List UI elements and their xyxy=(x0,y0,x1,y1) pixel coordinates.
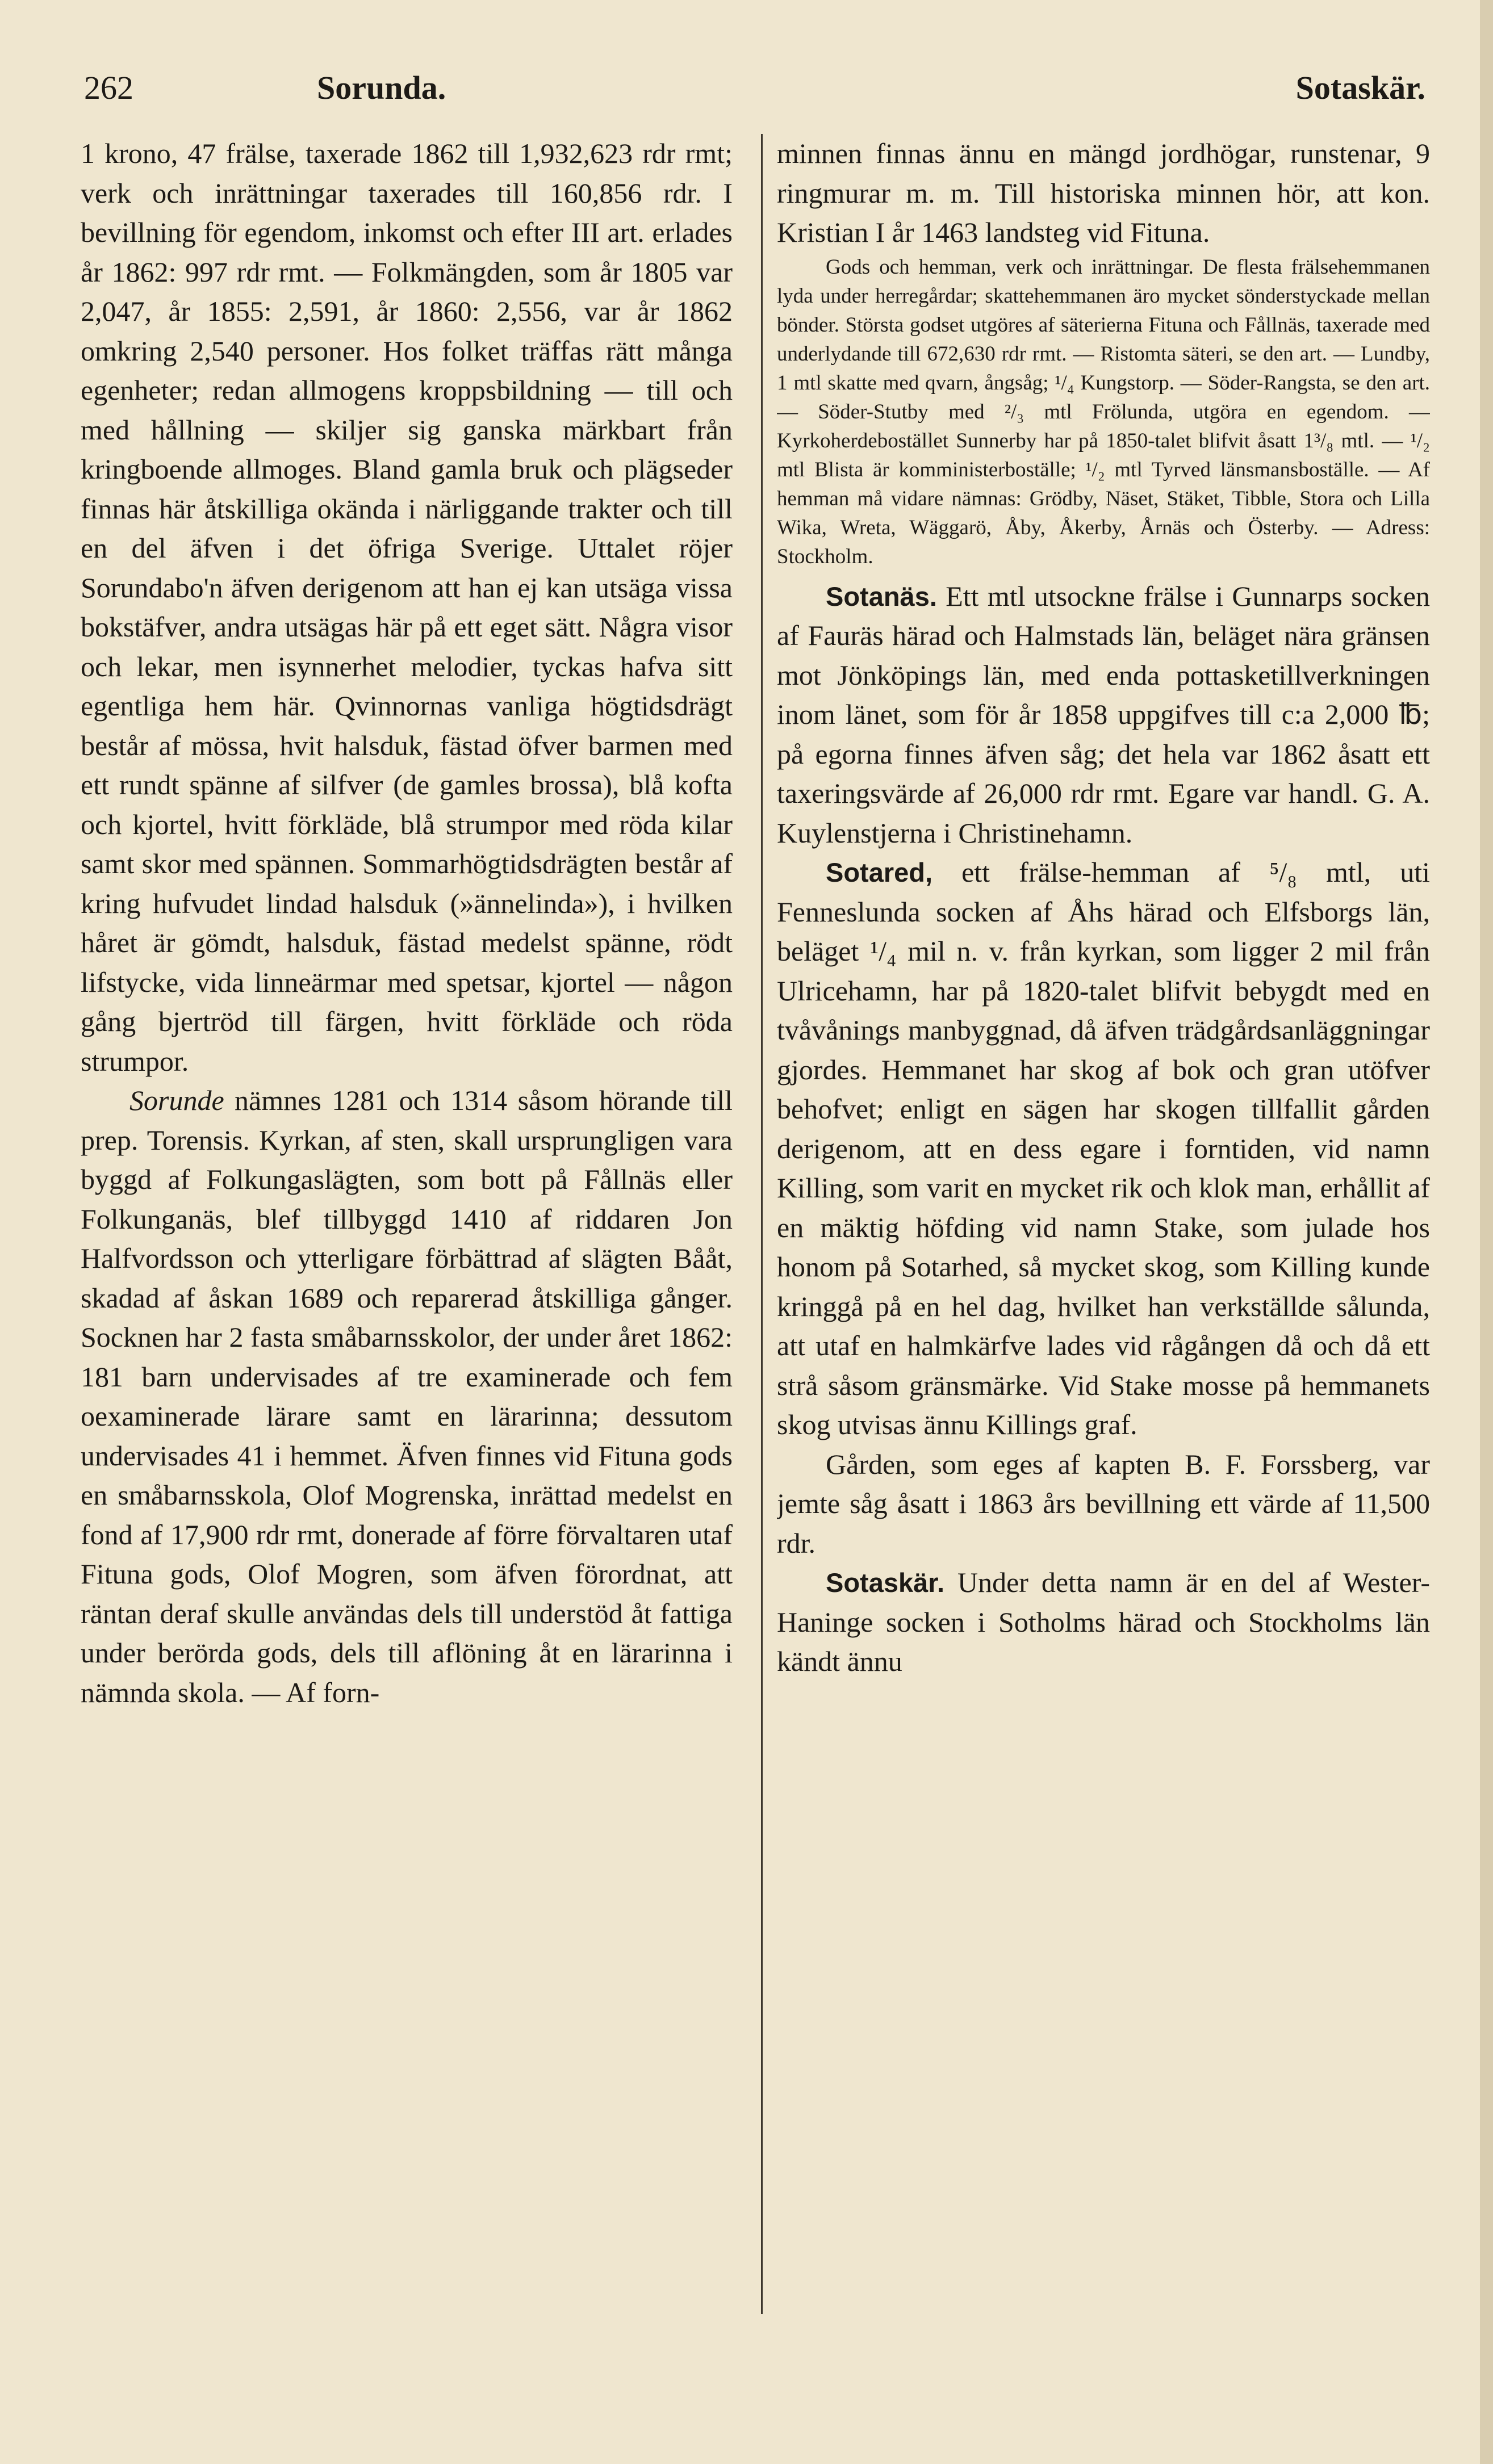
sotared-headword: Sotared, xyxy=(826,857,933,887)
page-number: 262 xyxy=(84,69,133,106)
sotared-text: ett frälse-hemman af ⁵/₈ mtl, uti Fenneslunda socken af Åhs härad och Elfsborgs län, beläget ¹/₄ mil n. v. från kyrkan, som ligger 2 mil från Ulricehamn, har på 1820-talet blifvit bebygdt med en tvåvånings manbyggnad, då äfven trädgårdsanläggningar gjordes. Hemmanet har skog af bok och gran utöfver behofvet; enligt en sägen har skogen tillfallit gården derigenom, att en dess egare i forntiden, vid namn Killing, som varit en mycket rik och klok man, erhållit af en mäktig höfding vid namn Stake, som julade hos honom på Sotarhed, så mycket skog, som Killing kunde kringgå på en hel dag, hvilket han verkställde sålunda, att utaf en halmkärfve lades vid rågången då och då ett strå såsom gränsmärke. Vid Stake mosse på hemmanets skog utvisas ännu Killings graf. xyxy=(777,856,1430,1440)
page-edge xyxy=(1480,0,1493,2464)
gods-och-hemman-paragraph: Gods och hemman, verk och inrättningar. De flesta frälsehemmanen lyda under herregårdar; skattehemmanen äro mycket sönderstyckade mellan bönder. Största godset utgöres af säterierna Fituna och Fållnäs, taxerade med underlydande till 672,630 rdr rmt. — Ristomta säteri, se den art. — Lundby, 1 mtl skatte med qvarn, ångsåg; ¹/₄ Kungstorp. — Söder-Rangsta, se den art. — Söder-Stutby med ²/₃ mtl Frölunda, utgöra en egendom. — Kyrkoherdebostället Sunnerby har på 1850-talet blifvit åsatt 1³/₈ mtl. — ¹/₂ mtl Blista är komministerboställe; ¹/₂ mtl Tyrved länsmansboställe. — Af hemman må vidare nämnas: Grödby, Näset, Stäket, Tibble, Stora och Lilla Wika, Wreta, Wäggarö, Åby, Åkerby, Årnäs och Österby. — Adress: Stockholm. xyxy=(777,255,1430,568)
column-divider xyxy=(761,134,763,2314)
sorunda-population-paragraph: 1 krono, 47 frälse, taxerade 1862 till 1,932,623 rdr rmt; verk och inrättningar taxerades till 160,856 rdr. I bevillning för egendom, inkomst och efter III art. erlades år 1862: 997 rdr rmt. — Folkmängden, som år 1805 var 2,047, år 1855: 2,591, år 1860: 2,556, var år 1862 omkring 2,540 personer. Hos folket träffas rätt många egenheter; redan allmogens kroppsbildning — till och med hållning — skiljer sig ganska märkbart från kringboende allmoges. Bland gamla bruk och plägseder finnas här åtskilliga okända i närliggande trakter och till en del äfven i det öfriga Sverige. Uttalet röjer Sorundabo'n äfven derigenom att han ej kan utsäga vissa bokstäfver, andra utsägas här på ett eget sätt. Några visor och lekar, men isynnerhet melodier, tyckas hafva sitt egentliga hem här. Qvinnornas vanliga högtidsdrägt består af mössa, hvit halsduk, fästad öfver barmen med ett rundt spänne af silfver (de gamles brossa), blå kofta och kjortel, hvitt förkläde, blå strumpor med röda kilar samt skor med spännen. Sommarhögtidsdrägten består af kring hufvudet lindad halsduk (»ännelinda»), i hvilken håret är gömdt, halsduk, fästad medelst spänne, rödt lifstycke, vida linneärmar med spetsar, kjortel — någon gång bjertröd till färgen, hvitt förkläde och röda strumpor. xyxy=(81,137,733,1077)
sorunde-history-text: nämnes 1281 och 1314 såsom hörande till prep. Torensis. Kyrkan, af sten, skall ursprungligen vara byggd af Folkungaslägten, som bott på Fållnäs eller Folkunganäs, blef tillbyggd 1410 af riddaren Jon Halfvordsson och ytterligare förbättrad af slägten Bååt, skadad af åskan 1689 och reparerad åtskilliga gånger. Socknen har 2 fasta småbarnsskolor, der under året 1862: 181 barn undervisades af tre examinerade och fem oexaminerade lärare samt en lärarinna; dessutom undervisades 41 i hemmet. Äfven finnes vid Fituna gods en småbarnsskola, Olof Mogrenska, inrättad medelst en fond af 17,900 rdr rmt, donerade af förre förvaltaren utaf Fituna gods, Olof Mogren, som äfven förordnat, att räntan deraf skulle användas dels till understöd åt fattiga under berörda gods, dels till aflöning åt en lärarinna i nämnda skola. — Af forn- xyxy=(81,1084,733,1708)
sotanas-headword: Sotanäs. xyxy=(826,581,937,611)
running-header xyxy=(84,57,1425,119)
left-running-head: Sorunda. xyxy=(317,69,446,106)
sorunde-history-paragraph xyxy=(81,1081,733,1712)
sotaskar-text: Under detta namn är en del af Wester-Haninge socken i Sotholms härad och Stockholms län kändt ännu xyxy=(777,1566,1430,1677)
fornminnen-paragraph: minnen finnas ännu en mängd jordhögar, runstenar, 9 ringmurar m. m. Till historiska minnen hör, att kon. Kristian I år 1463 landsteg vid Fituna. xyxy=(777,137,1430,248)
left-column xyxy=(81,134,733,2337)
sotared-entry xyxy=(777,853,1430,1445)
right-column xyxy=(777,134,1430,2337)
sotanas-text: Ett mtl utsockne frälse i Gunnarps socken af Fauräs härad och Halmstads län, beläget nära gränsen mot Jönköpings län, med enda pottasketillverkningen inom länet, som för år 1858 uppgifves till c:a 2,000 ℔; på egorna finnes äfven såg; det hela var 1862 åsatt ett taxeringsvärde af 26,000 rdr rmt. Egare var handl. G. A. Kuylenstjerna i Christinehamn. xyxy=(777,580,1430,849)
sorunde-name: Sorunde xyxy=(129,1084,224,1116)
right-running-head: Sotaskär. xyxy=(1295,69,1425,106)
garden-paragraph: Gården, som eges af kapten B. F. Forssberg, var jemte såg åsatt i 1863 års bevillning ett värde af 11,500 rdr. xyxy=(777,1448,1430,1559)
sotaskar-entry xyxy=(777,1563,1430,1682)
sotanas-entry xyxy=(777,577,1430,853)
sotaskar-headword: Sotaskär. xyxy=(826,1568,945,1598)
